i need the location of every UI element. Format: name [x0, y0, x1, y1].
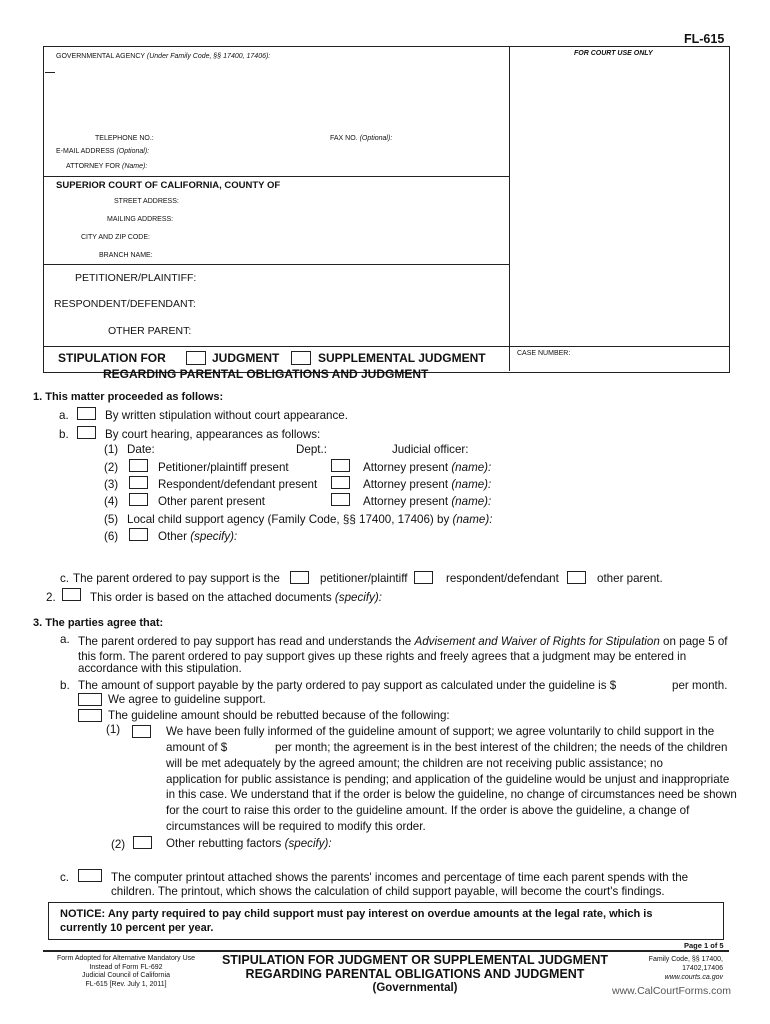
rebut-1-line-3: will be met adequately by the agreed amount; the children are not receiving public assistance; no — [166, 757, 663, 770]
item3b-letter: b. — [60, 679, 70, 692]
item1c-letter: c. — [60, 572, 70, 585]
rebut-2-label: Other rebutting factors (specify): — [166, 837, 332, 850]
item1-heading: 1. This matter proceeded as follows: — [33, 391, 224, 403]
item3c-checkbox[interactable] — [78, 869, 102, 882]
respondent-label: RESPONDENT/DEFENDANT: — [54, 298, 196, 310]
supplemental-judgment-checkbox[interactable] — [291, 351, 311, 365]
telephone-label: TELEPHONE NO.: — [95, 135, 154, 142]
item3c-letter: c. — [60, 871, 70, 884]
attorney-court-divider — [43, 176, 510, 177]
supplemental-judgment-label: SUPPLEMENTAL JUDGMENT — [318, 351, 486, 365]
other-parent-present-label: Other parent present — [158, 495, 265, 508]
rebut-2-number: (2) — [111, 838, 126, 851]
other-parent-label: OTHER PARENT: — [108, 325, 192, 337]
payor-respondent-label: respondent/defendant — [446, 572, 559, 585]
rebut-1-line-7: circumstances will be required to modify this order. — [166, 820, 426, 833]
item1b6-number: (6) — [104, 530, 119, 543]
court-title: SUPERIOR COURT OF CALIFORNIA, COUNTY OF — [56, 180, 281, 191]
footer-family-code: Family Code, §§ 17400, — [648, 956, 723, 963]
calcourtforms-watermark: www.CalCourtForms.com — [612, 985, 732, 997]
footer-right-block — [620, 955, 723, 982]
fax-label: FAX NO. (Optional): — [330, 135, 393, 142]
rebut-1-line-1: We have been fully informed of the guideline amount of support; we agree voluntarily to child support in the — [166, 725, 715, 738]
street-address-label: STREET ADDRESS: — [114, 198, 179, 205]
other-specify-label: Other (specify): — [158, 530, 238, 543]
guideline-rebut-label: The guideline amount should be rebutted because of the following: — [108, 709, 450, 722]
rebut-1-checkbox[interactable] — [132, 725, 151, 738]
date-label: Date: — [127, 443, 155, 456]
judgment-checkbox[interactable] — [186, 351, 206, 365]
other-parent-attorney-checkbox[interactable] — [331, 493, 350, 506]
other-specify-checkbox[interactable] — [129, 528, 148, 541]
item1b-text: By court hearing, appearances as follows: — [105, 428, 321, 441]
rebut-1-line-6: for the court to raise this order to the guideline amount. If the order is above the guideline, a change of — [166, 804, 690, 817]
item2-checkbox[interactable] — [62, 588, 81, 601]
page-number: Page 1 of 5 — [684, 941, 724, 950]
form-number: FL-615 — [684, 32, 725, 46]
footer-instead-of: Instead of Form FL-692 — [89, 963, 163, 971]
item1b-letter: b. — [59, 428, 69, 441]
respondent-attorney-label: Attorney present (name): — [363, 478, 492, 491]
footer-title-2: REGARDING PARENTAL OBLIGATIONS AND JUDGMENT — [245, 967, 585, 981]
petitioner-label: PETITIONER/PLAINTIFF: — [75, 272, 197, 284]
lcsa-label: Local child support agency (Family Code, §§ 17400, 17406) by (name): — [127, 513, 493, 526]
petitioner-attorney-label: Attorney present (name): — [363, 461, 492, 474]
judicial-officer-label: Judicial officer: — [392, 443, 469, 456]
item3c-line-2: children. The printout, which shows the calculation of child support payable, will become the court's findings. — [111, 885, 665, 898]
guideline-rebut-checkbox[interactable] — [78, 709, 102, 722]
rebut-1-number: (1) — [106, 723, 121, 736]
item3a-line-3: accordance with this stipulation. — [78, 662, 242, 675]
payor-other-parent-checkbox[interactable] — [567, 571, 586, 584]
notice-line-1: NOTICE: Any party required to pay child support must pay interest on overdue amounts at the legal rate, which is — [60, 908, 653, 920]
rebut-1-line-4: application for public assistance is pending; and application of the guideline would be unjust and inappropriate — [166, 773, 730, 786]
agency-mark — [45, 72, 55, 73]
agency-label: GOVERNMENTAL AGENCY (Under Family Code, §§ 17400, 17406): — [56, 53, 271, 60]
footer-title-block — [210, 953, 620, 995]
item2-number: 2. — [46, 591, 56, 604]
case-number-divider — [509, 346, 510, 371]
footer-judicial-council: Judicial Council of California — [82, 972, 170, 980]
footer-sections: 17402,17406 — [682, 965, 723, 972]
item3-heading: 3. The parties agree that: — [33, 617, 164, 629]
mailing-address-label: MAILING ADDRESS: — [107, 216, 174, 223]
dept-label: Dept.: — [296, 443, 327, 456]
item3a-letter: a. — [60, 633, 70, 646]
payor-petitioner-checkbox[interactable] — [290, 571, 309, 584]
item1a-letter: a. — [59, 409, 69, 422]
item1b4-number: (4) — [104, 495, 119, 508]
respondent-attorney-checkbox[interactable] — [331, 476, 350, 489]
case-number-label: CASE NUMBER: — [517, 350, 571, 357]
email-label: E-MAIL ADDRESS (Optional): — [56, 148, 150, 155]
footer-title-3: (Governmental) — [372, 982, 458, 994]
footer-adopted: Form Adopted for Alternative Mandatory Use — [56, 955, 196, 962]
item3c-line-1: The computer printout attached shows the parents' incomes and percentage of time each parent spends with the — [111, 871, 689, 884]
rebut-1-line-2: per month; the agreement is in the best interest of the children; the needs of the children — [275, 741, 728, 754]
court-parties-divider — [43, 264, 510, 265]
item3a-line-1: The parent ordered to pay support has read and understands the Advisement and Waiver of Rights for Stipulation on page 5 of — [78, 635, 728, 648]
footer-revision: FL-615 [Rev. July 1, 2011] — [85, 980, 167, 988]
footer-left-block — [45, 955, 207, 989]
payor-other-parent-label: other parent. — [597, 572, 663, 585]
petitioner-present-checkbox[interactable] — [129, 459, 148, 472]
other-parent-attorney-label: Attorney present (name): — [363, 495, 492, 508]
item1b3-number: (3) — [104, 478, 119, 491]
respondent-present-checkbox[interactable] — [129, 476, 148, 489]
other-parent-present-checkbox[interactable] — [129, 493, 148, 506]
caption-line-2: REGARDING PARENTAL OBLIGATIONS AND JUDGMENT — [103, 367, 429, 381]
stipulation-for-label: STIPULATION FOR — [58, 351, 166, 365]
footer-title-1: STIPULATION FOR JUDGMENT OR SUPPLEMENTAL JUDGMENT — [221, 953, 609, 967]
guideline-agree-checkbox[interactable] — [78, 693, 102, 706]
city-zip-label: CITY AND ZIP CODE: — [81, 234, 150, 241]
notice-line-2: currently 10 percent per year. — [60, 922, 214, 934]
court-use-divider — [509, 46, 510, 346]
petitioner-attorney-checkbox[interactable] — [331, 459, 350, 472]
item1b2-number: (2) — [104, 461, 119, 474]
parties-caption-divider — [43, 346, 729, 347]
petitioner-present-label: Petitioner/plaintiff present — [158, 461, 289, 474]
rebut-2-checkbox[interactable] — [133, 836, 152, 849]
judgment-label: JUDGMENT — [212, 351, 280, 365]
court-use-label: FOR COURT USE ONLY — [574, 50, 653, 57]
footer-rule — [43, 950, 729, 952]
item1b5-number: (5) — [104, 513, 119, 526]
per-month-label: per month. — [672, 679, 728, 692]
respondent-present-label: Respondent/defendant present — [158, 478, 318, 491]
caption-frame — [43, 46, 730, 373]
item1a-checkbox[interactable] — [77, 407, 96, 420]
rebut-1-amount-label: amount of $ — [166, 741, 228, 754]
item1b-checkbox[interactable] — [77, 426, 96, 439]
payor-petitioner-label: petitioner/plaintiff — [320, 572, 408, 585]
payor-respondent-checkbox[interactable] — [414, 571, 433, 584]
item2-text: This order is based on the attached documents (specify): — [90, 591, 382, 604]
footer-courts-url: www.courts.ca.gov — [664, 974, 723, 981]
item3a-line-2: this form. The parent ordered to pay support gives up these rights and freely agrees that a judgment may be entered in — [78, 650, 687, 663]
branch-name-label: BRANCH NAME: — [99, 252, 153, 259]
guideline-agree-label: We agree to guideline support. — [108, 693, 266, 706]
rebut-1-line-5: in this case. We understand that if the order is below the guideline, no change of circumstances need be shown — [166, 788, 737, 801]
item1a-text: By written stipulation without court appearance. — [105, 409, 348, 422]
item1c-text: The parent ordered to pay support is the — [73, 572, 280, 585]
item1b1-number: (1) — [104, 443, 119, 456]
item3b-text: The amount of support payable by the party ordered to pay support as calculated under the guideline is $ — [78, 679, 617, 692]
attorney-for-label: ATTORNEY FOR (Name): — [66, 163, 148, 170]
